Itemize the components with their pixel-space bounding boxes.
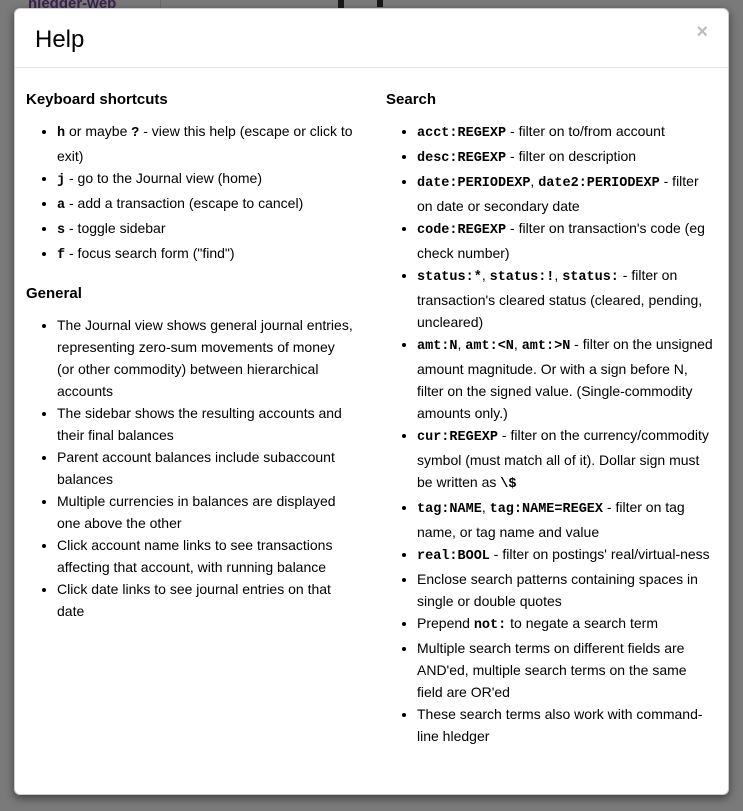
- text-segment: Multiple currencies in balances are displayed one above the other: [57, 493, 336, 531]
- text-segment: These search terms also work with command-line hledger: [417, 706, 703, 744]
- text-segment: - filter on postings' real/virtual-ness: [489, 546, 710, 562]
- text-segment: ,: [530, 173, 539, 189]
- list-item: [417, 703, 713, 747]
- code-term: desc:REGEXP: [417, 151, 507, 166]
- left-column: [26, 89, 361, 763]
- text-segment: Prepend: [417, 615, 474, 631]
- text-segment: to negate a search term: [506, 615, 658, 631]
- modal-body: [15, 68, 728, 763]
- list-item: [417, 568, 713, 612]
- list-item: [57, 167, 353, 192]
- text-segment: - filter on description: [506, 148, 637, 164]
- code-term: ?: [131, 126, 140, 141]
- text-segment: Click date links to see journal entries on that date: [57, 581, 331, 619]
- list-item: [57, 446, 353, 490]
- text-segment: ,: [457, 336, 466, 352]
- code-term: f: [57, 248, 66, 263]
- search-list: [386, 120, 721, 747]
- code-term: date2:PERIODEXP: [538, 176, 660, 191]
- list-item: [417, 424, 713, 496]
- section-heading-keyboard-shortcuts: Keyboard shortcuts: [26, 91, 168, 108]
- text-segment: - focus search form ("find"): [65, 245, 235, 261]
- section-keyboard-shortcuts: [26, 89, 361, 267]
- code-term: code:REGEXP: [417, 223, 507, 238]
- code-term: amt:N: [417, 339, 458, 354]
- right-column: [386, 89, 721, 763]
- list-item: [417, 333, 713, 424]
- text-segment: ,: [481, 499, 490, 515]
- code-term: j: [57, 173, 66, 188]
- list-item: [57, 402, 353, 446]
- text-segment: The sidebar shows the resulting accounts and their final balances: [57, 405, 342, 443]
- text-segment: or maybe: [65, 123, 132, 139]
- text-segment: Enclose search patterns containing spaces in single or double quotes: [417, 571, 698, 609]
- list-item: [417, 264, 713, 333]
- text-segment: ,: [513, 336, 522, 352]
- code-term: amt:>N: [521, 339, 571, 354]
- list-item: [57, 192, 353, 217]
- text-segment: - view this help (escape or click to exit): [57, 123, 353, 164]
- section-general: [26, 283, 361, 622]
- list-item: [417, 170, 713, 217]
- list-item: [57, 120, 353, 167]
- code-term: not:: [473, 618, 507, 633]
- section-heading-general: General: [26, 285, 82, 302]
- code-term: h: [57, 126, 66, 141]
- list-item: [57, 314, 353, 402]
- text-segment: The Journal view shows general journal entries, representing zero-sum movements of money (or other commodity) between hierarchical accounts: [57, 317, 353, 399]
- text-segment: - filter on tag name, or tag name and value: [417, 499, 685, 540]
- list-item: [57, 242, 353, 267]
- general-list: [26, 314, 361, 622]
- code-term: amt:<N: [465, 339, 514, 354]
- list-item: [57, 217, 353, 242]
- text-segment: ,: [554, 267, 563, 283]
- text-segment: ,: [481, 267, 490, 283]
- code-term: a: [57, 198, 66, 213]
- text-segment: Click account name links to see transactions affecting that account, with running balance: [57, 537, 333, 575]
- code-term: tag:NAME=REGEX: [489, 502, 604, 517]
- code-term: date:PERIODEXP: [417, 176, 531, 191]
- list-item: [417, 217, 713, 264]
- keyboard-shortcuts-list: [26, 120, 361, 267]
- text-segment: - go to the Journal view (home): [65, 170, 262, 186]
- text-segment: - filter on the unsigned amount magnitude. Or with a sign before N, filter on the signed value. (Single-commodity amounts only.): [417, 336, 713, 421]
- text-segment: - filter on transaction's cleared status (cleared, pending, uncleared): [417, 267, 703, 330]
- section-search: [386, 89, 721, 747]
- text-segment: Parent account balances include subaccount balances: [57, 449, 335, 487]
- list-item: [57, 534, 353, 578]
- code-term: tag:NAME: [417, 502, 482, 517]
- code-term: s: [57, 223, 66, 238]
- section-heading-search: Search: [386, 91, 437, 108]
- text-segment: - filter on to/from account: [506, 123, 665, 139]
- text-segment: - filter on transaction's code (eg check number): [417, 220, 705, 261]
- list-item: [417, 120, 713, 145]
- code-term: status:!: [489, 270, 555, 285]
- code-term: acct:REGEXP: [417, 126, 507, 141]
- code-term: \$: [500, 477, 517, 492]
- text-segment: - filter on date or secondary date: [417, 173, 699, 214]
- list-item: [417, 145, 713, 170]
- code-term: status:: [562, 270, 619, 285]
- list-item: [417, 637, 713, 703]
- list-item: [57, 490, 353, 534]
- list-item: [417, 612, 713, 637]
- list-item: [417, 496, 713, 543]
- modal-header: [15, 9, 728, 68]
- text-segment: Multiple search terms on different fields are AND'ed, multiple search terms on the same field are OR'ed: [417, 640, 687, 700]
- help-modal: [14, 8, 729, 795]
- list-item: [417, 543, 713, 568]
- code-term: cur:REGEXP: [417, 430, 499, 445]
- code-term: status:*: [417, 270, 482, 285]
- close-icon[interactable]: ×: [696, 21, 708, 43]
- text-segment: - add a transaction (escape to cancel): [65, 195, 304, 211]
- text-segment: - toggle sidebar: [65, 220, 166, 236]
- code-term: real:BOOL: [417, 549, 490, 564]
- modal-title: Help: [35, 26, 85, 53]
- list-item: [57, 578, 353, 622]
- text-segment: - filter on the currency/commodity symbol (must match all of it). Dollar sign must be written as: [417, 427, 709, 490]
